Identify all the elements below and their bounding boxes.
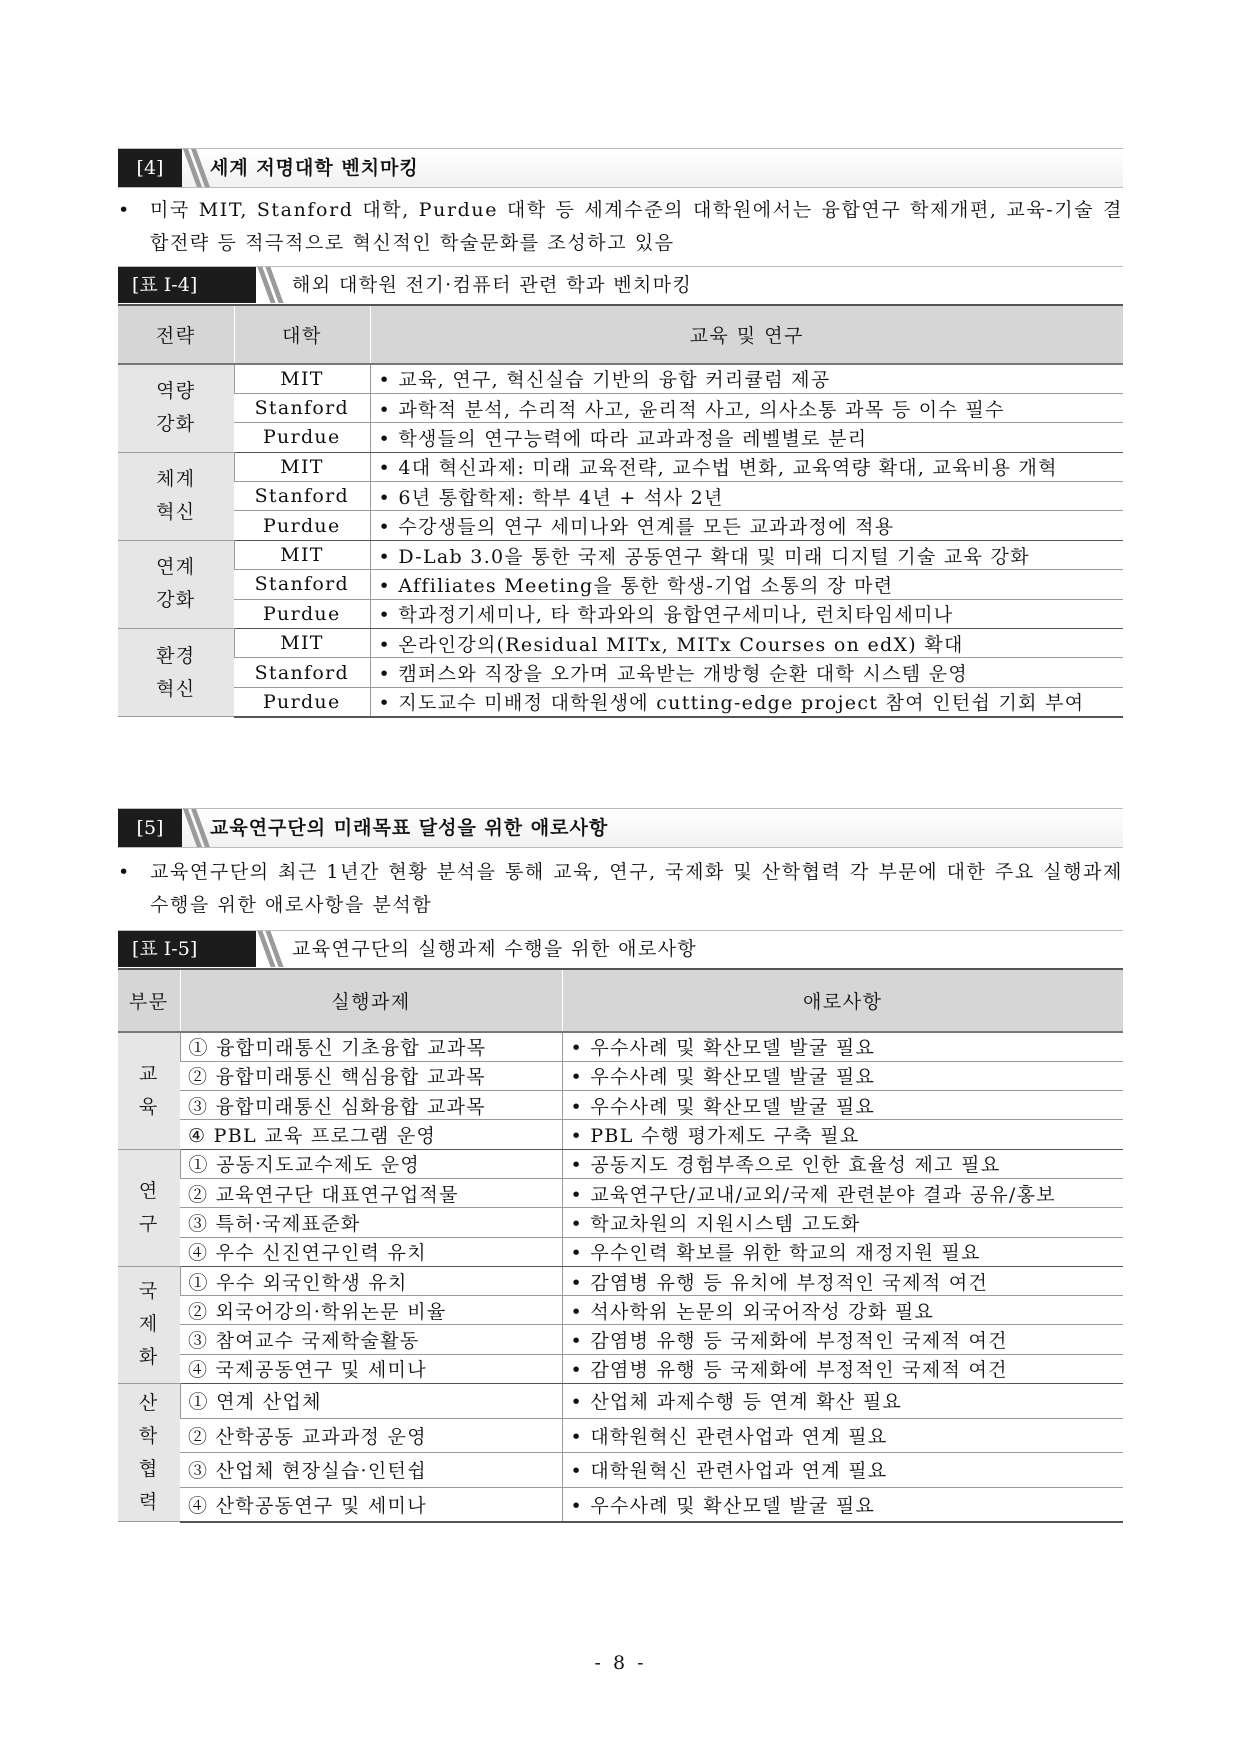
section-5-heading bbox=[118, 808, 1123, 848]
sector-cell bbox=[118, 1266, 180, 1383]
section-4-paragraph bbox=[118, 194, 1123, 260]
table-row bbox=[118, 1354, 1123, 1383]
table-row bbox=[118, 482, 1123, 511]
task-cell: ③ 융합미래통신 심화융합 교과목 bbox=[180, 1091, 562, 1120]
table-row bbox=[118, 1487, 1123, 1522]
bullet: • bbox=[118, 861, 131, 883]
section-5-title: 교육연구단의 미래목표 달성을 위한 애로사항 bbox=[210, 817, 609, 839]
university-cell: Purdue bbox=[234, 511, 370, 540]
task-cell: ① 연계 산업체 bbox=[180, 1384, 562, 1419]
content-cell: • 학생들의 연구능력에 따라 교과과정을 레벨별로 분리 bbox=[370, 423, 1123, 452]
table-row bbox=[118, 423, 1123, 452]
task-cell: ④ 우수 신진연구인력 유치 bbox=[180, 1237, 562, 1266]
university-cell: Stanford bbox=[234, 570, 370, 599]
sector-cell bbox=[118, 1032, 180, 1149]
table-row bbox=[118, 364, 1123, 393]
table-row bbox=[118, 393, 1123, 422]
content-cell: • D-Lab 3.0을 통한 국제 공동연구 확대 및 미래 디지털 기술 교육 강화 bbox=[370, 540, 1123, 569]
table-row bbox=[118, 1061, 1123, 1090]
task-cell: ④ PBL 교육 프로그램 운영 bbox=[180, 1120, 562, 1149]
table-4-caption bbox=[118, 266, 1123, 303]
table-5-header-task: 실행과제 bbox=[180, 969, 562, 1032]
table-row bbox=[118, 1237, 1123, 1266]
university-cell: Stanford bbox=[234, 393, 370, 422]
table-row bbox=[118, 1208, 1123, 1237]
strategy-label: 역량 강화 bbox=[156, 380, 196, 436]
table-row bbox=[118, 511, 1123, 540]
sector-label: 연구 bbox=[138, 1179, 159, 1235]
section-4-title: 세계 저명대학 벤치마킹 bbox=[210, 157, 419, 179]
content-cell: • 수강생들의 연구 세미나와 연계를 모든 교과과정에 적용 bbox=[370, 511, 1123, 540]
sector-label: 국제화 bbox=[138, 1280, 159, 1369]
university-cell: MIT bbox=[234, 629, 370, 658]
task-cell: ③ 참여교수 국제학술활동 bbox=[180, 1325, 562, 1354]
table-row bbox=[118, 599, 1123, 628]
table-row bbox=[118, 1266, 1123, 1295]
issue-cell: • 석사학위 논문의 외국어작성 강화 필요 bbox=[562, 1296, 1123, 1325]
table-row bbox=[118, 1296, 1123, 1325]
table-4-header-strategy: 전략 bbox=[118, 305, 234, 364]
table-5-header-row bbox=[118, 969, 1123, 1032]
content-cell: • 4대 혁신과제: 미래 교육전략, 교수법 변화, 교육역량 확대, 교육비용 개혁 bbox=[370, 452, 1123, 481]
section-4-heading bbox=[118, 148, 1123, 188]
table-row bbox=[118, 570, 1123, 599]
table-row bbox=[118, 658, 1123, 687]
strategy-cell bbox=[118, 540, 234, 628]
issue-cell: • 대학원혁신 관련사업과 연계 필요 bbox=[562, 1453, 1123, 1488]
section-5-paragraph-text: 교육연구단의 최근 1년간 현황 분석을 통해 교육, 연구, 국제화 및 산학협력 각 부문에 대한 주요 실행과제 수행을 위한 애로사항을 분석함 bbox=[150, 861, 1123, 916]
table-row bbox=[118, 1032, 1123, 1061]
issue-cell: • 우수사례 및 확산모델 발굴 필요 bbox=[562, 1032, 1123, 1061]
content-cell: • 교육, 연구, 혁신실습 기반의 융합 커리큘럼 제공 bbox=[370, 364, 1123, 393]
issue-cell: • PBL 수행 평가제도 구축 필요 bbox=[562, 1120, 1123, 1149]
task-cell: ④ 산학공동연구 및 세미나 bbox=[180, 1487, 562, 1522]
sector-cell bbox=[118, 1384, 180, 1522]
section-5-paragraph bbox=[118, 856, 1123, 922]
table-row bbox=[118, 1120, 1123, 1149]
strategy-label: 환경 혁신 bbox=[156, 644, 196, 700]
strategy-cell bbox=[118, 452, 234, 540]
table-4-header-university: 대학 bbox=[234, 305, 370, 364]
strategy-cell bbox=[118, 629, 234, 717]
content-cell: • 6년 통합학제: 학부 4년 + 석사 2년 bbox=[370, 482, 1123, 511]
task-cell: ① 우수 외국인학생 유치 bbox=[180, 1266, 562, 1295]
issue-cell: • 대학원혁신 관련사업과 연계 필요 bbox=[562, 1418, 1123, 1453]
task-cell: ③ 산업체 현장실습·인턴쉽 bbox=[180, 1453, 562, 1488]
section-4-paragraph-text: 미국 MIT, Stanford 대학, Purdue 대학 등 세계수준의 대학원에서는 융합연구 학제개편, 교육-기술 결합전략 등 적극적으로 혁신적인 학술문화를 조성하고 있음 bbox=[150, 199, 1123, 254]
table-4-header-content: 교육 및 연구 bbox=[370, 305, 1123, 364]
table-4-title: 해외 대학원 전기·컴퓨터 관련 학과 벤치마킹 bbox=[292, 274, 693, 296]
task-cell: ② 외국어강의·학위논문 비율 bbox=[180, 1296, 562, 1325]
issue-cell: • 우수사례 및 확산모델 발굴 필요 bbox=[562, 1061, 1123, 1090]
table-4-body bbox=[118, 364, 1123, 717]
issue-cell: • 감염병 유행 등 국제화에 부정적인 국제적 여건 bbox=[562, 1325, 1123, 1354]
table-row bbox=[118, 540, 1123, 569]
table-5-title: 교육연구단의 실행과제 수행을 위한 애로사항 bbox=[292, 938, 698, 960]
task-cell: ① 융합미래통신 기초융합 교과목 bbox=[180, 1032, 562, 1061]
issue-cell: • 공동지도 경험부족으로 인한 효율성 제고 필요 bbox=[562, 1149, 1123, 1178]
table-5-caption bbox=[118, 930, 1123, 967]
section-5-number: [5] bbox=[118, 809, 182, 847]
issue-cell: • 감염병 유행 등 유치에 부정적인 국제적 여건 bbox=[562, 1266, 1123, 1295]
table-4-header-row bbox=[118, 305, 1123, 364]
issue-cell: • 우수인력 확보를 위한 학교의 재정지원 필요 bbox=[562, 1237, 1123, 1266]
table-row bbox=[118, 1384, 1123, 1419]
table-row bbox=[118, 1091, 1123, 1120]
table-5-header-issue: 애로사항 bbox=[562, 969, 1123, 1032]
issue-cell: • 학교차원의 지원시스템 고도화 bbox=[562, 1208, 1123, 1237]
issue-cell: • 우수사례 및 확산모델 발굴 필요 bbox=[562, 1487, 1123, 1522]
sector-cell bbox=[118, 1149, 180, 1266]
university-cell: Purdue bbox=[234, 599, 370, 628]
task-cell: ② 융합미래통신 핵심융합 교과목 bbox=[180, 1061, 562, 1090]
task-cell: ④ 국제공동연구 및 세미나 bbox=[180, 1354, 562, 1383]
table-5-number: [표 I-5] bbox=[118, 931, 256, 967]
table-row bbox=[118, 1418, 1123, 1453]
content-cell: • 지도교수 미배정 대학원생에 cutting-edge project 참여 인턴쉽 기회 부여 bbox=[370, 687, 1123, 716]
issue-cell: • 산업체 과제수행 등 연계 확산 필요 bbox=[562, 1384, 1123, 1419]
university-cell: MIT bbox=[234, 540, 370, 569]
bullet: • bbox=[118, 199, 131, 221]
content-cell: • 과학적 분석, 수리적 사고, 윤리적 사고, 의사소통 과목 등 이수 필수 bbox=[370, 393, 1123, 422]
strategy-label: 체계 혁신 bbox=[156, 468, 196, 524]
table-5 bbox=[118, 968, 1123, 1523]
task-cell: ② 교육연구단 대표연구업적물 bbox=[180, 1178, 562, 1207]
issue-cell: • 감염병 유행 등 국제화에 부정적인 국제적 여건 bbox=[562, 1354, 1123, 1383]
table-row bbox=[118, 629, 1123, 658]
table-row bbox=[118, 1453, 1123, 1488]
content-cell: • 온라인강의(Residual MITx, MITx Courses on edX) 확대 bbox=[370, 629, 1123, 658]
university-cell: Purdue bbox=[234, 687, 370, 716]
strategy-label: 연계 강화 bbox=[156, 556, 196, 612]
table-5-header-sector: 부문 bbox=[118, 969, 180, 1032]
table-4 bbox=[118, 304, 1123, 718]
university-cell: Stanford bbox=[234, 658, 370, 687]
issue-cell: • 교육연구단/교내/교외/국제 관련분야 결과 공유/홍보 bbox=[562, 1178, 1123, 1207]
table-5-body bbox=[118, 1032, 1123, 1522]
task-cell: ① 공동지도교수제도 운영 bbox=[180, 1149, 562, 1178]
table-row bbox=[118, 452, 1123, 481]
university-cell: Stanford bbox=[234, 482, 370, 511]
strategy-cell bbox=[118, 364, 234, 452]
sector-label: 교육 bbox=[138, 1062, 159, 1118]
content-cell: • Affiliates Meeting을 통한 학생-기업 소통의 장 마련 bbox=[370, 570, 1123, 599]
issue-cell: • 우수사례 및 확산모델 발굴 필요 bbox=[562, 1091, 1123, 1120]
page-number: - 8 - bbox=[594, 1652, 647, 1674]
university-cell: Purdue bbox=[234, 423, 370, 452]
task-cell: ② 산학공동 교과과정 운영 bbox=[180, 1418, 562, 1453]
task-cell: ③ 특허·국제표준화 bbox=[180, 1208, 562, 1237]
table-row bbox=[118, 1178, 1123, 1207]
content-cell: • 학과정기세미나, 타 학과와의 융합연구세미나, 런치타임세미나 bbox=[370, 599, 1123, 628]
table-row bbox=[118, 1149, 1123, 1178]
table-row bbox=[118, 1325, 1123, 1354]
university-cell: MIT bbox=[234, 452, 370, 481]
table-4-number: [표 I-4] bbox=[118, 267, 256, 303]
sector-label: 산학협력 bbox=[138, 1391, 159, 1513]
table-row bbox=[118, 687, 1123, 716]
content-cell: • 캠퍼스와 직장을 오가며 교육받는 개방형 순환 대학 시스템 운영 bbox=[370, 658, 1123, 687]
university-cell: MIT bbox=[234, 364, 370, 393]
section-4-number: [4] bbox=[118, 149, 182, 187]
